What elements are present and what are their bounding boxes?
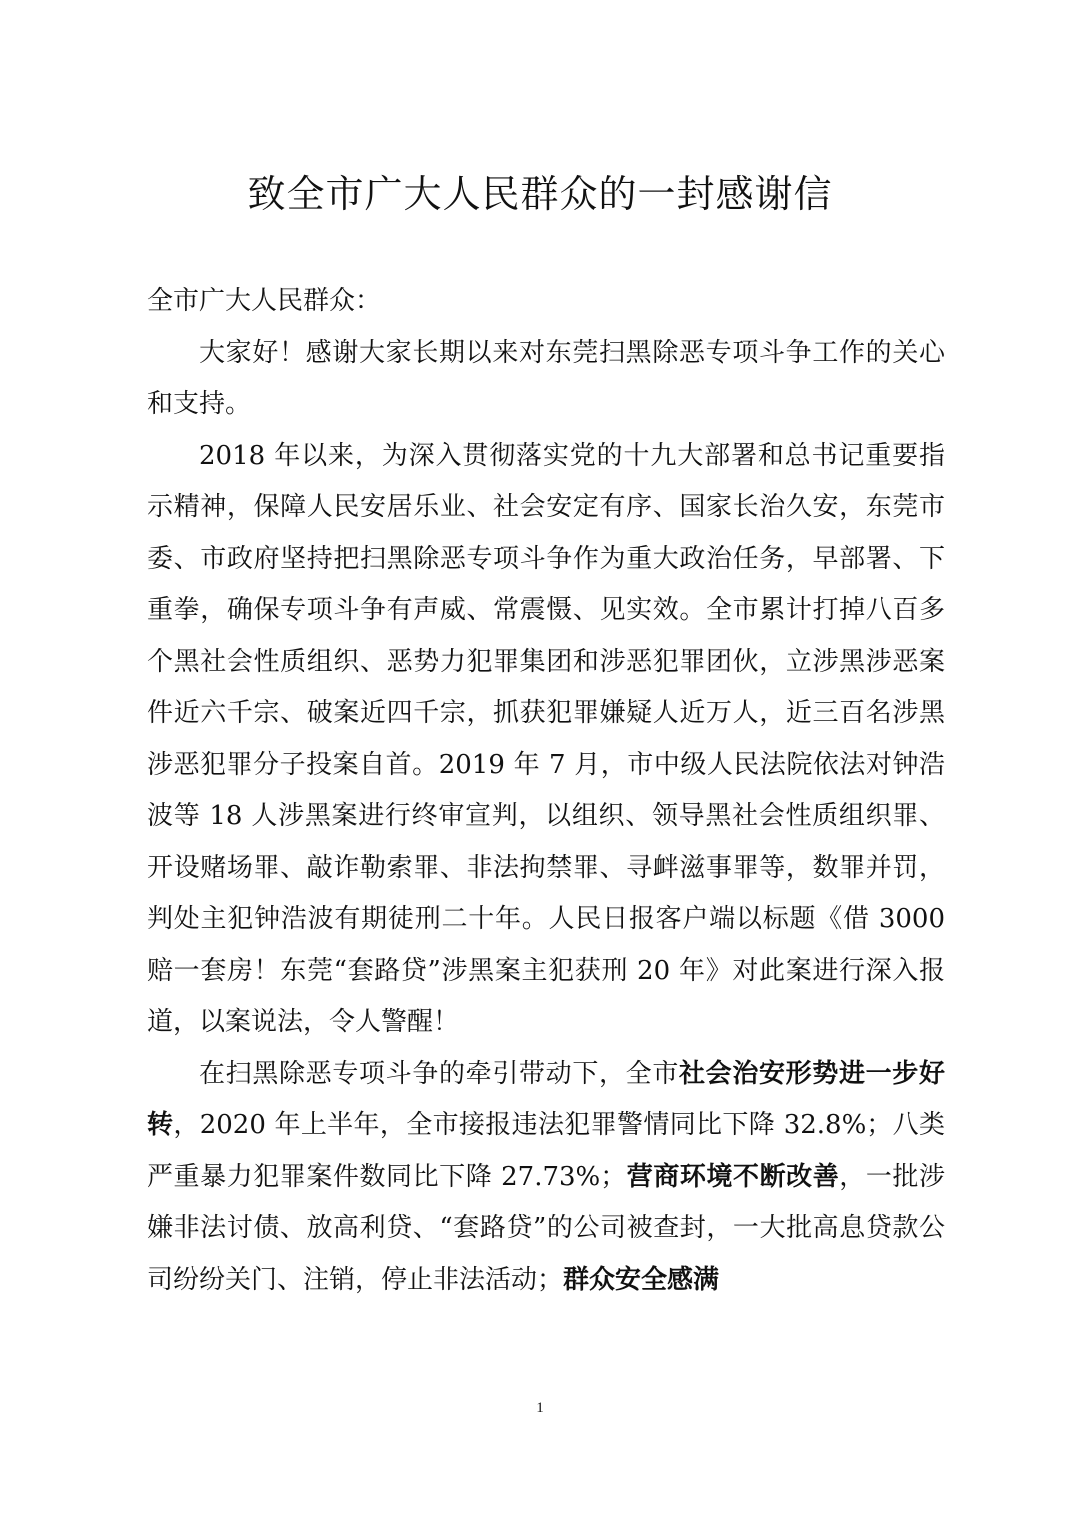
highlight-public-safety: 群众安全感满 xyxy=(563,1264,720,1295)
paragraph-results-text-3: ，一批涉嫌非法讨债、放高利贷、“套路贷”的公司被查封，一大批高息贷款公司纷纷关门、注销，停止非法活动； xyxy=(147,1161,945,1295)
highlight-business-environment: 营商环境不断改善 xyxy=(626,1161,840,1192)
paragraph-results-text-1: 在扫黑除恶专项斗争的牵引带动下，全市 xyxy=(199,1058,679,1089)
salutation: 全市广大人民群众： xyxy=(147,286,382,316)
page-number: 1 xyxy=(536,1400,544,1416)
paragraph-greeting: 大家好！感谢大家长期以来对东莞扫黑除恶专项斗争工作的关心和支持。 xyxy=(147,337,945,419)
paragraph-achievements: 2018 年以来，为深入贯彻落实党的十九大部署和总书记重要指示精神，保障人民安居乐业、社会安定有序、国家长治久安，东莞市委、市政府坚持把扫黑除恶专项斗争作为重大政治任务，早部署、下重拳，确保专项斗争有声威、常震慑、见实效。全市累计打掉八百多个黑社会性质组织、恶势力犯罪集团和涉恶犯罪团伙，立涉黑涉恶案件近六千宗、破案近四千宗，抓获犯罪嫌疑人近万人，近三百名涉黑涉恶犯罪分子投案自首。2019 年 7 月，市中级人民法院依法对钟浩波等 18 人涉黑案进行终审宣判，以组织、领导黑社会性质组织罪、开设赌场罪、敲诈勒索罪、非法拘禁罪、寻衅滋事罪等，数罪并罚，判处主犯钟浩波有期徒刑二十年。人民日报客户端以标题《借 3000 赔一套房！东莞“套路贷”涉黑案主犯获刑 20 年》对此案进行深入报道，以案说法，令人警醒！ xyxy=(147,440,945,1037)
paragraph-results-text-2: ，2020 年上半年，全市接报违法犯罪警情同比下降 32.8%；八类严重暴力犯罪案件数同比下降 27.73%； xyxy=(147,1110,945,1192)
document-title: 致全市广大人民群众的一封感谢信 xyxy=(247,172,833,216)
highlight-public-security: 社会治安形势进一步好转 xyxy=(147,1058,945,1140)
document-body xyxy=(147,276,945,1306)
paragraph-results xyxy=(147,1049,945,1307)
